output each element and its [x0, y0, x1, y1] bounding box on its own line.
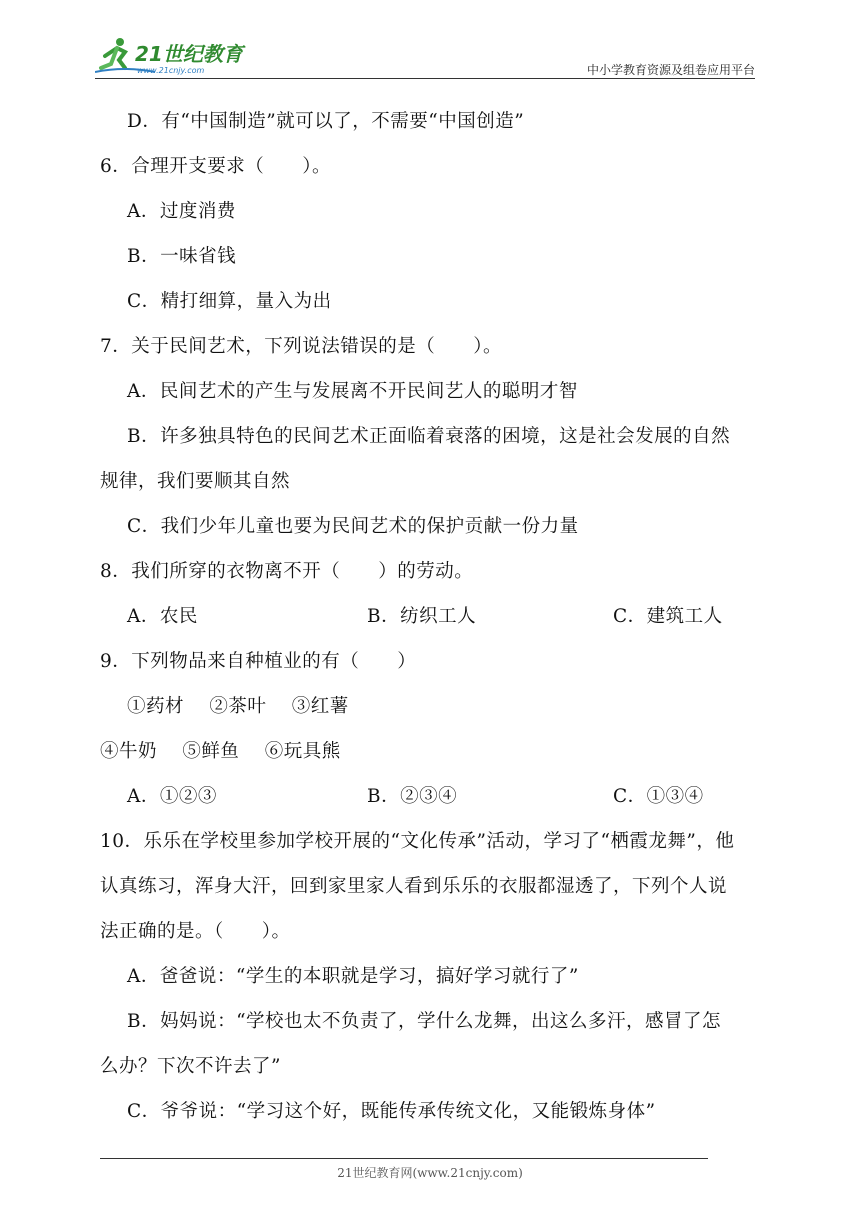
logo-url: www.21cnjy.com	[137, 66, 205, 75]
site-logo	[95, 36, 265, 76]
q5-option-d: D．有“中国制造”就可以了，不需要“中国创造”	[127, 111, 525, 132]
page-footer: 21世纪教育网(www.21cnjy.com)	[337, 1166, 523, 1180]
q8-option-b: B．纺织工人	[367, 606, 477, 627]
q7-option-a: A．民间艺术的产生与发展离不开民间艺人的聪明才智	[127, 381, 578, 402]
q6-option-b: B．一味省钱	[127, 246, 237, 267]
q9-option-b: B．②③④	[367, 786, 458, 807]
q6-option-a: A．过度消费	[127, 201, 236, 222]
header-divider	[95, 78, 755, 79]
question-6: 6．合理开支要求（ ）。	[100, 156, 332, 177]
question-9: 9．下列物品来自种植业的有（ ）	[100, 651, 417, 672]
q7-option-b-cont: 规律，我们要顺其自然	[100, 471, 291, 492]
q8-option-a: A．农民	[127, 606, 198, 627]
footer-divider	[100, 1158, 708, 1159]
question-10-cont-2: 法正确的是。（ ）。	[100, 921, 291, 942]
q6-option-c: C．精打细算，量入为出	[127, 291, 332, 312]
page-header	[95, 30, 755, 80]
question-10-cont-1: 认真练习，浑身大汗，回到家里家人看到乐乐的衣服都湿透了，下列个人说	[100, 876, 728, 897]
q10-option-c: C．爷爷说：“学习这个好，既能传承传统文化，又能锻炼身体”	[127, 1101, 656, 1122]
q10-option-b: B．妈妈说：“学校也太不负责了，学什么龙舞，出这么多汗，感冒了怎	[127, 1011, 722, 1032]
question-10: 10．乐乐在学校里参加学校开展的“文化传承”活动，学习了“栖霞龙舞”，他	[100, 831, 735, 852]
q7-option-c: C．我们少年儿童也要为民间艺术的保护贡献一份力量	[127, 516, 579, 537]
logo-text: 21世纪教育	[135, 42, 243, 66]
question-8: 8．我们所穿的衣物离不开（ ）的劳动。	[100, 561, 474, 582]
q9-items-row1: ①药材 ②茶叶 ③红薯	[127, 696, 349, 717]
q10-option-a: A．爸爸说：“学生的本职就是学习，搞好学习就行了”	[127, 966, 579, 987]
q9-items-row2: ④牛奶 ⑤鲜鱼 ⑥玩具熊	[100, 741, 341, 762]
q10-option-b-cont: 么办？下次不许去了”	[100, 1056, 281, 1077]
q8-option-c: C．建筑工人	[613, 606, 723, 627]
q9-option-a: A．①②③	[127, 786, 217, 807]
platform-name: 中小学教育资源及组卷应用平台	[586, 63, 755, 77]
q7-option-b: B．许多独具特色的民间艺术正面临着衰落的困境，这是社会发展的自然	[127, 426, 731, 447]
question-7: 7．关于民间艺术，下列说法错误的是（ ）。	[100, 336, 503, 357]
q9-option-c: C．①③④	[613, 786, 704, 807]
